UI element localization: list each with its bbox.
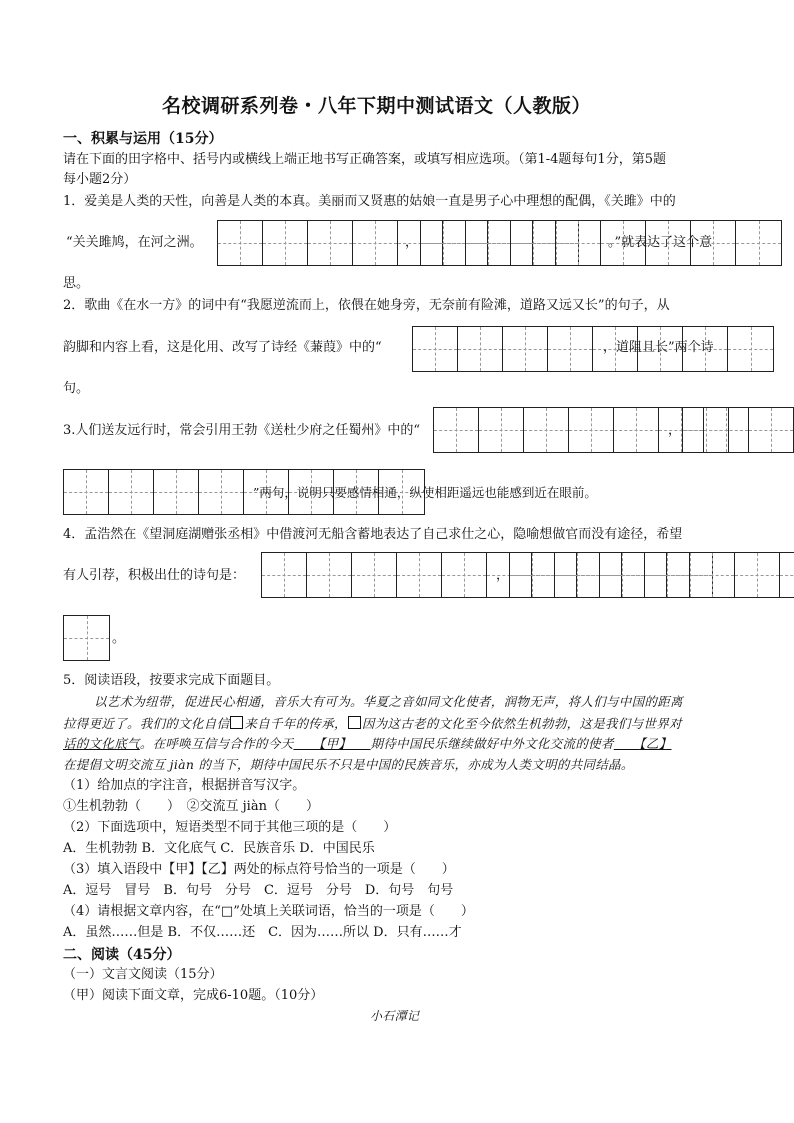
q2-answer-grid[interactable] <box>412 326 774 372</box>
grid-cell[interactable] <box>218 221 263 265</box>
grid-cell[interactable] <box>510 553 555 597</box>
q1-prefix: “关关雎鸠，在河之洲。 <box>66 235 203 250</box>
passage-text: 期待中国民乐继续做好中外文化交流的使者 <box>370 736 614 751</box>
grid-cell[interactable] <box>263 221 308 265</box>
q4-line-1: 4．孟浩然在《望洞庭湖赠张丞相》中借渡河无船含蓄地表达了自己求仕之心，隐喻想做官而没有途径，希望 <box>63 527 683 542</box>
passage-line-3 <box>63 737 672 751</box>
grid-cell[interactable] <box>736 221 781 265</box>
grid-cell[interactable] <box>479 408 524 452</box>
blank-jia-label: 【甲】 <box>319 736 345 751</box>
instruction-line-2: 每小题2分） <box>63 172 137 187</box>
q4-end: 。 <box>112 631 126 646</box>
q3-answer-grid-a[interactable] <box>433 407 794 453</box>
grid-cell[interactable] <box>556 221 601 265</box>
passage-text: 来自千年的传承， <box>244 716 347 731</box>
q3-comma: ， <box>668 423 682 438</box>
grid-cell[interactable] <box>352 553 397 597</box>
section-two-sub1: （一）文言文阅读（15分） <box>63 967 223 982</box>
grid-cell[interactable] <box>735 553 780 597</box>
passage-text: 拉得更近了。我们的文化自信 <box>63 716 230 731</box>
grid-cell[interactable] <box>64 470 109 514</box>
grid-cell[interactable] <box>421 221 466 265</box>
grid-cell[interactable] <box>614 408 659 452</box>
grid-cell[interactable] <box>308 221 353 265</box>
grid-cell[interactable] <box>154 470 199 514</box>
q1-end: 思。 <box>63 276 90 291</box>
grid-cell[interactable] <box>555 553 600 597</box>
instruction-line-1: 请在下面的田字格中、括号内或横线上端正地书写正确答案，或填写相应选项。（第1-4题每句1分，第5题 <box>63 152 666 167</box>
grid-cell[interactable] <box>600 553 645 597</box>
grid-cell[interactable] <box>749 408 794 452</box>
passage-line-2 <box>63 716 682 731</box>
blank-box[interactable] <box>348 716 361 729</box>
q5-sub3-options: A．逗号 冒号 B．句号 分号 C．逗号 分号 D．句号 句号 <box>63 883 454 898</box>
grid-cell[interactable] <box>569 408 614 452</box>
q3-prefix: 3.人们送友远行时，常会引用王勃《送杜少府之任蜀州》中的“ <box>63 423 421 438</box>
q5-sub1: （1）给加点的字注音，根据拼音写汉字。 <box>63 778 306 793</box>
passage-title: 小石潭记 <box>370 1009 420 1023</box>
passage-text: 。在呼唤互信与合作的今天 <box>139 736 294 751</box>
q5-sub4-options: A．虽然……但是 B．不仅……还 C．因为……所以 D．只有……才 <box>63 925 462 940</box>
grid-cell[interactable] <box>442 553 487 597</box>
grid-cell[interactable] <box>466 221 511 265</box>
grid-cell[interactable] <box>413 327 458 371</box>
section-two-sub2: （甲）阅读下面文章，完成6-10题。（10分） <box>63 988 324 1003</box>
q4-comma: ， <box>496 568 510 583</box>
q3-suffix: ”两句，说明只要感情相通，纵使相距遥远也能感到近在眼前。 <box>253 485 597 500</box>
q4-answer-grid-c[interactable] <box>63 615 110 661</box>
q4-answer-grid-b[interactable] <box>509 552 794 598</box>
grid-cell[interactable] <box>397 553 442 597</box>
q1-comma: ， <box>405 235 419 250</box>
grid-cell[interactable] <box>683 408 728 452</box>
page-title: 名校调研系列卷・八年下期中测试语文（人教版） <box>162 95 592 117</box>
grid-cell[interactable] <box>458 327 503 371</box>
q5-heading: 5．阅读语段，按要求完成下面题目。 <box>63 673 280 688</box>
blank-jia[interactable] <box>293 736 370 751</box>
q2-end: 句。 <box>63 381 90 396</box>
grid-cell[interactable] <box>780 553 794 597</box>
grid-cell[interactable] <box>503 327 548 371</box>
blank-yi[interactable] <box>614 736 672 751</box>
q1-answer-grid-b[interactable] <box>420 220 782 266</box>
grid-cell[interactable] <box>307 553 352 597</box>
section-one-heading: 一、积累与运用（15分） <box>63 131 223 147</box>
q5-sub2: （2）下面选项中，短语类型不同于其他三项的是（ ） <box>63 820 397 835</box>
passage-line-1: 以艺术为纽带，促进民心相通，音乐大有可为。华夏之音如同文化使者，润物无声，将人们与中国的距离 <box>94 694 683 709</box>
grid-cell[interactable] <box>64 616 109 660</box>
grid-cell[interactable] <box>109 470 154 514</box>
passage-text: 因为这古老的文化至今依然生机勃勃，这是我们与世界对 <box>361 716 682 731</box>
grid-cell[interactable] <box>645 553 690 597</box>
blank-box[interactable] <box>230 716 243 729</box>
grid-cell[interactable] <box>511 221 556 265</box>
q5-sub4: （4）请根据文章内容，在“□”处填上关联词语，恰当的一项是（ ） <box>63 904 474 919</box>
q2-suffix: ，道阻且长”两个诗 <box>603 340 714 355</box>
grid-cell[interactable] <box>690 553 735 597</box>
grid-cell[interactable] <box>728 327 773 371</box>
q2-prefix: 韵脚和内容上看，这是化用、改写了诗经《蒹葭》中的“ <box>63 340 382 355</box>
q4-prefix: 有人引荐，积极出仕的诗句是： <box>63 568 246 583</box>
q5-sub1-items: ①生机勃勃（ ） ②交流互 jiàn（ ） <box>63 799 319 814</box>
section-two-heading: 二、阅读（45分） <box>63 947 181 963</box>
passage-underlined: 话的文化底气 <box>63 736 140 751</box>
blank-yi-label: 【乙】 <box>639 736 672 751</box>
grid-cell[interactable] <box>524 408 569 452</box>
grid-cell[interactable] <box>548 327 593 371</box>
passage-line-4: 在提倡文明交流互 jiàn 的当下，期待中国民乐不只是中国的民族音乐，亦成为人类文明的共同结晶。 <box>63 757 634 772</box>
grid-cell[interactable] <box>434 408 479 452</box>
q2-line-1: 2．歌曲《在水一方》的词中有“我愿逆流而上，依偎在她身旁，无奈前有险滩，道路又远又长”的句子，从 <box>63 298 670 313</box>
grid-cell[interactable] <box>353 221 398 265</box>
q3-answer-grid-b[interactable] <box>682 407 729 453</box>
q5-sub2-options: A．生机勃勃 B．文化底气 C．民族音乐 D．中国民乐 <box>63 841 375 856</box>
grid-cell[interactable] <box>199 470 244 514</box>
q1-line-1: 1．爱美是人类的天性，向善是人类的本真。美丽而又贤惠的姑娘一直是男子心中理想的配偶，《关雎》中的 <box>63 194 676 209</box>
grid-cell[interactable] <box>262 553 307 597</box>
q1-suffix: 。”就表达了这个意 <box>608 235 713 250</box>
q5-sub3: （3）填入语段中【甲】【乙】两处的标点符号恰当的一项是（ ） <box>63 862 455 877</box>
